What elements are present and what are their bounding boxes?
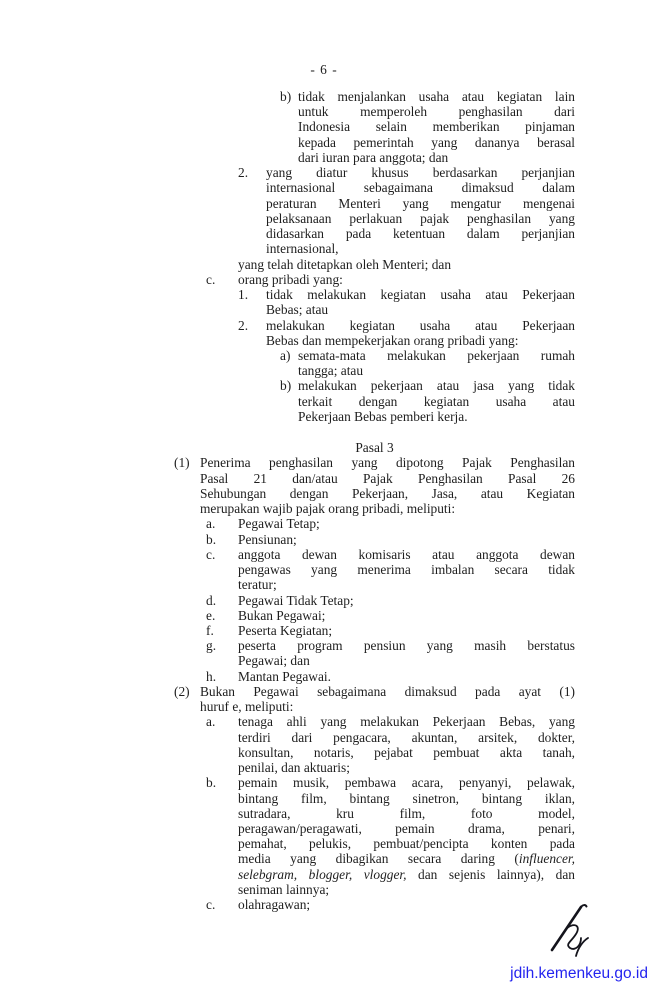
text-line: didasarkan pada ketentuan dalam perjanjian: [266, 226, 575, 242]
text-line: pengawas yang menerima imbalan secara tidak: [238, 562, 575, 578]
legal-list-item: [0, 669, 654, 684]
text-line: merupakan wajib pajak orang pribadi, meliputi:: [200, 501, 456, 517]
list-item-label: a.: [206, 714, 216, 730]
text-line: penilai, dan aktuaris;: [238, 760, 350, 776]
legal-list-item: [0, 348, 654, 378]
text-line: Pekerjaan Bebas pemberi kerja.: [298, 408, 468, 424]
signature-icon: [545, 903, 591, 959]
text-line: anggota dewan komisaris atau anggota dewan: [238, 546, 575, 562]
legal-list-item: [0, 455, 654, 516]
list-item-label: b.: [206, 531, 217, 547]
text-line: Pegawai; dan: [238, 653, 310, 669]
legal-list-item: [0, 714, 654, 775]
text-line: pelaksanaan perlakuan pajak penghasilan yang: [266, 210, 575, 226]
text-line: tidak menjalankan usaha atau kegiatan lain: [298, 89, 575, 104]
text-line: Bukan Pegawai sebagaimana dimaksud pada ayat (1): [200, 683, 575, 699]
text-line: Peserta Kegiatan;: [238, 622, 333, 638]
text-line: Indonesia selain memberikan pinjaman: [298, 119, 575, 135]
text-line: yang diatur khusus berdasarkan perjanjian: [266, 165, 575, 181]
list-item-label: a): [280, 347, 291, 363]
list-item-label: 2.: [238, 317, 249, 333]
list-item-label: a.: [206, 516, 216, 532]
legal-list-item: [0, 89, 654, 165]
list-item-label: b): [280, 378, 292, 394]
text-line: internasional,: [266, 241, 339, 257]
section-heading: Pasal 3: [355, 440, 394, 456]
text-line: media yang dibagikan secara daring (influencer,: [238, 851, 575, 867]
text-line: Bebas; atau: [266, 302, 329, 318]
legal-list-item: [0, 638, 654, 668]
text-line: terkait dengan kegiatan usaha atau: [298, 393, 575, 409]
legal-list-item: [0, 318, 654, 348]
text-line: orang pribadi yang:: [238, 271, 343, 287]
list-item-label: 1.: [238, 287, 249, 303]
text-line: yang telah ditetapkan oleh Menteri; dan: [238, 256, 452, 272]
text-line: peraturan Menteri yang mengatur mengenai: [266, 195, 575, 211]
text-line: Pegawai Tidak Tetap;: [238, 592, 354, 608]
list-item-label: 2.: [238, 165, 249, 181]
legal-list-item: [0, 257, 654, 272]
text-line: Pegawai Tetap;: [238, 516, 320, 532]
text-line: seniman lainnya;: [238, 881, 330, 897]
text-line: Bukan Pegawai;: [238, 607, 326, 623]
text-line: Pensiunan;: [238, 531, 297, 547]
text-line: internasional sebagaimana dimaksud dalam: [266, 180, 575, 196]
list-item-label: c.: [206, 546, 216, 562]
text-line: peserta program pensiun yang masih berstatus: [238, 638, 575, 654]
page-number: - 6 -: [310, 62, 338, 77]
legal-list-item: [0, 532, 654, 547]
text-line: sutradara, kru film, foto model,: [238, 805, 575, 821]
legal-list-item: [0, 516, 654, 531]
list-item-label: b): [280, 89, 292, 104]
legal-list-item: [0, 272, 654, 287]
text-line: kepada pemerintah yang dananya berasal: [298, 134, 575, 150]
list-item-label: c.: [206, 271, 216, 287]
text-line: Mantan Pegawai.: [238, 668, 331, 684]
legal-list-item: [0, 287, 654, 317]
list-item-label: d.: [206, 592, 217, 608]
legal-list-item: [0, 608, 654, 623]
jdih-kemenkeu-footer-link[interactable]: jdih.kemenkeu.go.id: [510, 965, 648, 982]
text-line: tenaga ahli yang melakukan Pekerjaan Bebas, yang: [238, 714, 575, 730]
list-item-label: h.: [206, 668, 217, 684]
text-line: Sehubungan dengan Pekerjaan, Jasa, atau Kegiatan: [200, 485, 575, 501]
text-line: melakukan kegiatan usaha atau Pekerjaan: [266, 317, 575, 333]
text-line: Penerima penghasilan yang dipotong Pajak Penghasilan: [200, 455, 575, 471]
text-line: pemain musik, pembawa acara, penyanyi, pelawak,: [238, 775, 575, 791]
text-line: huruf e, meliputi:: [200, 699, 294, 715]
text-line: olahragawan;: [238, 897, 311, 913]
text-line: pemahat, pelukis, pembuat/pencipta konten pada: [238, 836, 575, 852]
text-line: tidak melakukan kegiatan usaha atau Pekerjaan: [266, 287, 575, 303]
list-item-label: g.: [206, 638, 217, 654]
document-body: [0, 89, 654, 912]
text-line: selebgram, blogger, vlogger, dan sejenis lainnya), dan: [238, 866, 575, 882]
text-line: dari iuran para anggota; dan: [298, 149, 449, 165]
text-line: semata-mata melakukan pekerjaan rumah: [298, 347, 575, 363]
list-item-label: e.: [206, 607, 216, 623]
legal-list-item: [0, 684, 654, 714]
text-line: Pasal 21 dan/atau Pajak Penghasilan Pasal 26: [200, 470, 575, 486]
text-line: untuk memperoleh penghasilan dari: [298, 104, 575, 120]
text-line: Bebas dan mempekerjakan orang pribadi yang:: [266, 332, 519, 348]
legal-list-item: [0, 593, 654, 608]
legal-list-item: [0, 165, 654, 256]
text-line: bintang film, bintang sinetron, bintang iklan,: [238, 790, 575, 806]
list-item-label: c.: [206, 897, 216, 913]
text-line: melakukan pekerjaan atau jasa yang tidak: [298, 378, 575, 394]
legal-list-item: [0, 623, 654, 638]
legal-list-item: [0, 547, 654, 593]
list-item-label: (1): [174, 455, 190, 471]
list-item-label: (2): [174, 683, 190, 699]
text-line: tangga; atau: [298, 363, 364, 379]
text-line: konsultan, notaris, pejabat pembuat akta tanah,: [238, 744, 575, 760]
list-item-label: b.: [206, 775, 217, 791]
text-line: terdiri dari pengacara, akuntan, arsitek, dokter,: [238, 729, 575, 745]
list-item-label: f.: [206, 622, 214, 638]
text-line: peragawan/peragawati, pemain drama, penari,: [238, 821, 575, 837]
legal-list-item: [0, 378, 654, 424]
text-line: teratur;: [238, 577, 277, 593]
legal-list-item: [0, 775, 654, 897]
